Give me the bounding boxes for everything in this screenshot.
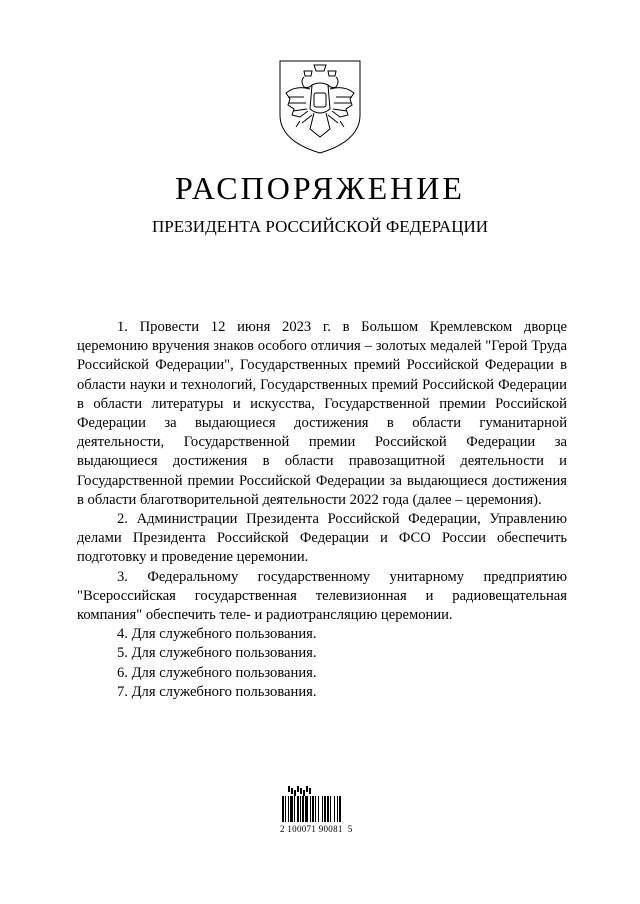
document-subtitle: ПРЕЗИДЕНТА РОССИЙСКОЙ ФЕДЕРАЦИИ bbox=[151, 217, 489, 236]
barcode-number: 2 100071 90081 5 bbox=[280, 824, 353, 834]
russian-coat-of-arms-icon bbox=[274, 57, 366, 155]
paragraph-4: 4. Для служебного пользования. bbox=[117, 626, 317, 643]
paragraph-1: 1. Провести 12 июня 2023 г. в Большом Кремлевском дворце церемонию вручения знаков особого отличия – золотых медалей "Герой Труда Российской Федерации", Государственных премий Российской Федерации в области науки и технологий, Государственных премий Российской Федерации в области литературы и искусства, Государственной премии Российской Федерации за выдающиеся достижения в области гуманитарной деятельности, Государственной премии Российской Федерации за выдающиеся достижения в области правозащитной деятельности и Государственной премии Российской Федерации за выдающиеся достижения в области благотворительной деятельности 2022 года (далее – церемония). bbox=[77, 319, 567, 508]
paragraph-5: 5. Для служебного пользования. bbox=[117, 645, 317, 662]
barcode-icon bbox=[280, 782, 372, 824]
paragraph-6: 6. Для служебного пользования. bbox=[117, 664, 317, 681]
paragraph-2: 2. Администрации Президента Российской Федерации, Управлению делами Президента Российской Федерации и ФСО России обеспечить подготовку и проведение церемонии. bbox=[77, 511, 567, 566]
paragraph-3: 3. Федеральному государственному унитарному предприятию "Всероссийская государственная телевизионная и радиовещательная компания" обеспечить теле- и радиотрансляцию церемонии. bbox=[77, 568, 567, 624]
paragraph-7: 7. Для служебного пользования. bbox=[117, 683, 317, 700]
document-title: РАСПОРЯЖЕНИЕ bbox=[175, 170, 465, 206]
document-body bbox=[77, 318, 567, 702]
